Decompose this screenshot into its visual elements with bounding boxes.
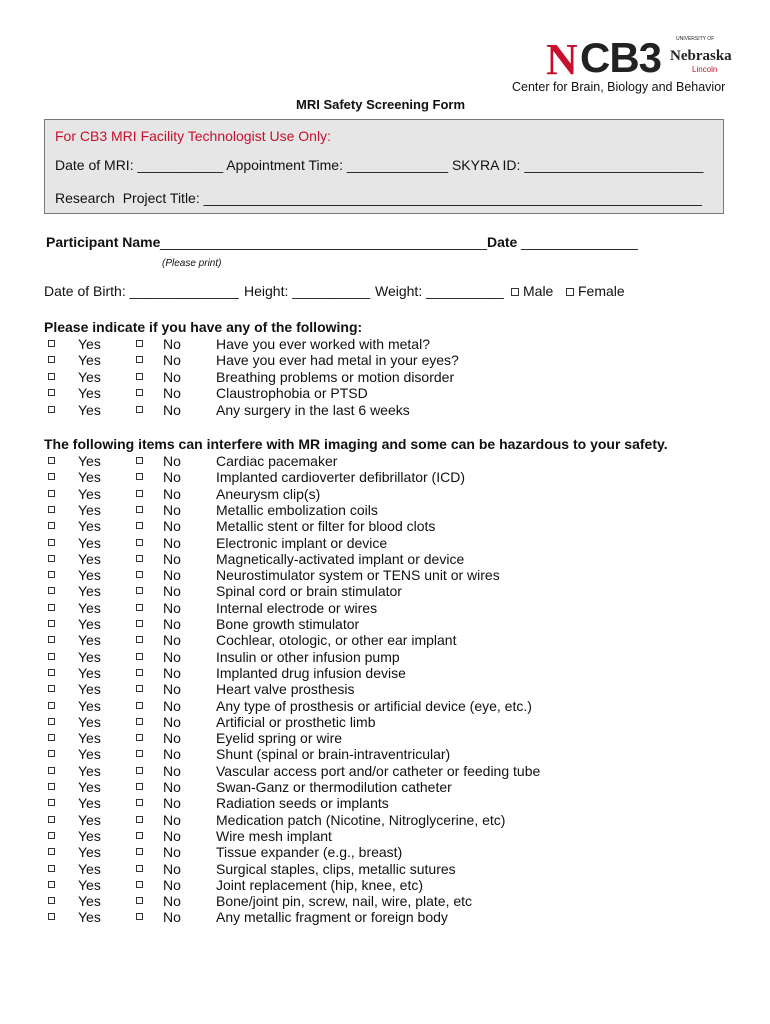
date-field[interactable]: _______________ bbox=[521, 234, 638, 250]
no-checkbox[interactable] bbox=[136, 718, 143, 725]
technologist-box bbox=[44, 119, 724, 214]
yes-label: Yes bbox=[78, 713, 101, 730]
yes-checkbox[interactable] bbox=[48, 539, 55, 546]
question-row bbox=[48, 616, 698, 632]
yes-label: Yes bbox=[78, 648, 101, 665]
yes-label: Yes bbox=[78, 567, 101, 584]
no-checkbox[interactable] bbox=[136, 473, 143, 480]
question-text: Metallic stent or filter for blood clots bbox=[216, 518, 436, 535]
no-label: No bbox=[163, 599, 181, 616]
yes-label: Yes bbox=[78, 385, 101, 402]
yes-label: Yes bbox=[78, 762, 101, 779]
yes-label: Yes bbox=[78, 844, 101, 861]
no-checkbox[interactable] bbox=[136, 816, 143, 823]
question-text: Wire mesh implant bbox=[216, 827, 332, 844]
yes-label: Yes bbox=[78, 795, 101, 812]
no-label: No bbox=[163, 664, 181, 681]
question-text: Tissue expander (e.g., breast) bbox=[216, 844, 403, 861]
question-row bbox=[48, 681, 698, 697]
question-row bbox=[48, 369, 698, 385]
no-checkbox[interactable] bbox=[136, 734, 143, 741]
question-row bbox=[48, 795, 698, 811]
question-row bbox=[48, 698, 698, 714]
yes-checkbox[interactable] bbox=[48, 356, 55, 363]
logo-lincoln: Lincoln bbox=[692, 65, 718, 74]
yes-label: Yes bbox=[78, 779, 101, 795]
yes-checkbox[interactable] bbox=[48, 750, 55, 757]
yes-checkbox[interactable] bbox=[48, 702, 55, 709]
no-checkbox[interactable] bbox=[136, 604, 143, 611]
yes-checkbox[interactable] bbox=[48, 490, 55, 497]
no-checkbox[interactable] bbox=[136, 539, 143, 546]
question-text: Neurostimulator system or TENS unit or wires bbox=[216, 567, 500, 584]
no-checkbox[interactable] bbox=[136, 620, 143, 627]
no-label: No bbox=[163, 876, 181, 893]
female-label: Female bbox=[578, 283, 625, 299]
yes-checkbox[interactable] bbox=[48, 653, 55, 660]
yes-label: Yes bbox=[78, 352, 101, 369]
yes-label: Yes bbox=[78, 599, 101, 616]
yes-label: Yes bbox=[78, 401, 101, 418]
no-checkbox[interactable] bbox=[136, 897, 143, 904]
question-text: Insulin or other infusion pump bbox=[216, 648, 400, 665]
no-checkbox[interactable] bbox=[136, 848, 143, 855]
yes-checkbox[interactable] bbox=[48, 816, 55, 823]
question-text: Bone/joint pin, screw, nail, wire, plate, etc bbox=[216, 893, 473, 910]
question-text: Any metallic fragment or foreign body bbox=[216, 909, 448, 926]
no-checkbox[interactable] bbox=[136, 389, 143, 396]
question-row bbox=[48, 812, 698, 828]
yes-label: Yes bbox=[78, 827, 101, 844]
question-row bbox=[48, 730, 698, 746]
yes-label: Yes bbox=[78, 632, 101, 649]
male-label: Male bbox=[523, 283, 554, 299]
no-label: No bbox=[163, 893, 181, 910]
yes-checkbox[interactable] bbox=[48, 406, 55, 413]
no-checkbox[interactable] bbox=[136, 750, 143, 757]
yes-label: Yes bbox=[78, 518, 101, 535]
yes-checkbox[interactable] bbox=[48, 587, 55, 594]
yes-label: Yes bbox=[78, 811, 101, 828]
no-checkbox[interactable] bbox=[136, 522, 143, 529]
yes-checkbox[interactable] bbox=[48, 373, 55, 380]
technologist-heading: For CB3 MRI Facility Technologist Use Only: bbox=[55, 128, 331, 144]
yes-label: Yes bbox=[78, 697, 101, 714]
no-label: No bbox=[163, 779, 181, 795]
question-text: Eyelid spring or wire bbox=[216, 730, 343, 747]
yes-checkbox[interactable] bbox=[48, 848, 55, 855]
yes-checkbox[interactable] bbox=[48, 457, 55, 464]
no-label: No bbox=[163, 713, 181, 730]
yes-label: Yes bbox=[78, 453, 101, 469]
question-row bbox=[48, 518, 698, 534]
no-label: No bbox=[163, 567, 181, 584]
research-title-line[interactable]: Research Project Title: ________________________________________________________________ bbox=[55, 190, 702, 206]
section1-heading: Please indicate if you have any of the following: bbox=[44, 319, 363, 335]
question-text: Claustrophobia or PTSD bbox=[216, 385, 368, 402]
yes-checkbox[interactable] bbox=[48, 718, 55, 725]
no-label: No bbox=[163, 795, 181, 812]
yes-checkbox[interactable] bbox=[48, 340, 55, 347]
question-text: Artificial or prosthetic limb bbox=[216, 713, 376, 730]
question-row bbox=[48, 385, 698, 401]
question-text: Swan-Ganz or thermodilution catheter bbox=[216, 779, 452, 795]
no-label: No bbox=[163, 336, 181, 352]
please-print-note: (Please print) bbox=[162, 258, 222, 269]
logo-university: UNIVERSITY OF bbox=[676, 36, 715, 42]
no-checkbox[interactable] bbox=[136, 913, 143, 920]
logo-cb3: CB3 bbox=[580, 34, 662, 81]
question-row bbox=[48, 336, 698, 352]
question-row bbox=[48, 909, 698, 925]
section2-heading: The following items can interfere with MR imaging and some can be hazardous to your safety. bbox=[44, 436, 668, 452]
center-name: Center for Brain, Biology and Behavior bbox=[512, 80, 726, 94]
yes-checkbox[interactable] bbox=[48, 473, 55, 480]
no-checkbox[interactable] bbox=[136, 587, 143, 594]
female-option[interactable] bbox=[566, 283, 625, 299]
question-text: Joint replacement (hip, knee, etc) bbox=[216, 876, 423, 893]
no-label: No bbox=[163, 681, 181, 698]
question-text: Vascular access port and/or catheter or feeding tube bbox=[216, 762, 541, 779]
question-text: Surgical staples, clips, metallic sutures bbox=[216, 860, 456, 877]
question-text: Any surgery in the last 6 weeks bbox=[216, 401, 410, 418]
male-option[interactable] bbox=[511, 283, 553, 299]
date-label: Date bbox=[487, 234, 518, 250]
cb3-logo bbox=[544, 34, 732, 84]
no-label: No bbox=[163, 401, 181, 418]
no-label: No bbox=[163, 648, 181, 665]
no-checkbox[interactable] bbox=[136, 555, 143, 562]
question-text: Magnetically-activated implant or device bbox=[216, 550, 465, 567]
mri-details-line[interactable]: Date of MRI: ___________ Appointment Time: _____________ SKYRA ID: _______________________ bbox=[55, 157, 704, 173]
yes-checkbox[interactable] bbox=[48, 734, 55, 741]
yes-checkbox[interactable] bbox=[48, 832, 55, 839]
question-text: Implanted drug infusion devise bbox=[216, 664, 406, 681]
yes-label: Yes bbox=[78, 616, 101, 632]
question-row bbox=[48, 828, 698, 844]
question-text: Have you ever had metal in your eyes? bbox=[216, 352, 459, 369]
yes-label: Yes bbox=[78, 534, 101, 551]
no-checkbox[interactable] bbox=[136, 653, 143, 660]
no-checkbox[interactable] bbox=[136, 865, 143, 872]
no-label: No bbox=[163, 501, 181, 518]
question-row bbox=[48, 402, 698, 418]
question-row bbox=[48, 746, 698, 762]
no-checkbox[interactable] bbox=[136, 457, 143, 464]
no-label: No bbox=[163, 550, 181, 567]
question-row bbox=[48, 714, 698, 730]
yes-checkbox[interactable] bbox=[48, 881, 55, 888]
question-row bbox=[48, 649, 698, 665]
no-label: No bbox=[163, 368, 181, 385]
no-label: No bbox=[163, 485, 181, 502]
question-text: Metallic embolization coils bbox=[216, 501, 378, 518]
question-row bbox=[48, 583, 698, 599]
no-checkbox[interactable] bbox=[136, 506, 143, 513]
question-text: Cochlear, otologic, or other ear implant bbox=[216, 632, 457, 649]
no-checkbox[interactable] bbox=[136, 373, 143, 380]
question-text: Have you ever worked with metal? bbox=[216, 336, 430, 352]
no-label: No bbox=[163, 453, 181, 469]
question-row bbox=[48, 844, 698, 860]
no-label: No bbox=[163, 844, 181, 861]
yes-checkbox[interactable] bbox=[48, 669, 55, 676]
yes-label: Yes bbox=[78, 876, 101, 893]
question-row bbox=[48, 600, 698, 616]
no-checkbox[interactable] bbox=[136, 406, 143, 413]
question-text: Spinal cord or brain stimulator bbox=[216, 583, 402, 600]
yes-checkbox[interactable] bbox=[48, 767, 55, 774]
yes-checkbox[interactable] bbox=[48, 865, 55, 872]
no-label: No bbox=[163, 583, 181, 600]
yes-checkbox[interactable] bbox=[48, 555, 55, 562]
logo-letter-n: N bbox=[546, 35, 576, 84]
no-label: No bbox=[163, 469, 181, 486]
yes-label: Yes bbox=[78, 485, 101, 502]
yes-checkbox[interactable] bbox=[48, 506, 55, 513]
question-text: Aneurysm clip(s) bbox=[216, 485, 321, 502]
yes-label: Yes bbox=[78, 893, 101, 910]
yes-checkbox[interactable] bbox=[48, 799, 55, 806]
no-checkbox[interactable] bbox=[136, 832, 143, 839]
yes-checkbox[interactable] bbox=[48, 571, 55, 578]
yes-checkbox[interactable] bbox=[48, 620, 55, 627]
no-checkbox[interactable] bbox=[136, 702, 143, 709]
date-of-birth-field[interactable]: Date of Birth: ______________ bbox=[44, 283, 239, 299]
no-checkbox[interactable] bbox=[136, 636, 143, 643]
yes-label: Yes bbox=[78, 730, 101, 747]
question-row bbox=[48, 893, 698, 909]
yes-label: Yes bbox=[78, 664, 101, 681]
yes-checkbox[interactable] bbox=[48, 636, 55, 643]
height-field[interactable]: Height: __________ bbox=[244, 283, 371, 299]
no-label: No bbox=[163, 616, 181, 632]
question-row bbox=[48, 453, 698, 469]
no-label: No bbox=[163, 827, 181, 844]
no-checkbox[interactable] bbox=[136, 767, 143, 774]
question-text: Shunt (spinal or brain-intraventricular) bbox=[216, 746, 451, 763]
form-title: MRI Safety Screening Form bbox=[296, 97, 466, 112]
question-row bbox=[48, 502, 698, 518]
question-text: Heart valve prosthesis bbox=[216, 681, 355, 698]
male-checkbox[interactable] bbox=[511, 288, 519, 296]
no-checkbox[interactable] bbox=[136, 571, 143, 578]
yes-label: Yes bbox=[78, 909, 101, 926]
question-text: Bone growth stimulator bbox=[216, 616, 360, 632]
question-text: Implanted cardioverter defibrillator (ICD) bbox=[216, 469, 465, 486]
no-checkbox[interactable] bbox=[136, 340, 143, 347]
no-label: No bbox=[163, 518, 181, 535]
participant-name-field[interactable]: __________________________________________ bbox=[160, 234, 488, 250]
question-text: Any type of prosthesis or artificial device (eye, etc.) bbox=[216, 697, 532, 714]
yes-label: Yes bbox=[78, 583, 101, 600]
no-label: No bbox=[163, 697, 181, 714]
yes-checkbox[interactable] bbox=[48, 389, 55, 396]
weight-field[interactable]: Weight: __________ bbox=[375, 283, 504, 299]
yes-checkbox[interactable] bbox=[48, 897, 55, 904]
yes-checkbox[interactable] bbox=[48, 522, 55, 529]
female-checkbox[interactable] bbox=[566, 288, 574, 296]
question-text: Electronic implant or device bbox=[216, 534, 388, 551]
no-checkbox[interactable] bbox=[136, 881, 143, 888]
no-checkbox[interactable] bbox=[136, 356, 143, 363]
no-checkbox[interactable] bbox=[136, 669, 143, 676]
yes-label: Yes bbox=[78, 550, 101, 567]
logo-nebraska: Nebraska bbox=[670, 48, 732, 64]
question-row bbox=[48, 632, 698, 648]
yes-label: Yes bbox=[78, 336, 101, 352]
yes-checkbox[interactable] bbox=[48, 783, 55, 790]
yes-label: Yes bbox=[78, 501, 101, 518]
question-row bbox=[48, 877, 698, 893]
question-row bbox=[48, 352, 698, 368]
question-row bbox=[48, 861, 698, 877]
question-text: Medication patch (Nicotine, Nitroglycerine, etc) bbox=[216, 811, 506, 828]
yes-checkbox[interactable] bbox=[48, 913, 55, 920]
no-label: No bbox=[163, 762, 181, 779]
no-label: No bbox=[163, 730, 181, 747]
no-label: No bbox=[163, 746, 181, 763]
yes-label: Yes bbox=[78, 681, 101, 698]
yes-label: Yes bbox=[78, 746, 101, 763]
question-row bbox=[48, 535, 698, 551]
no-label: No bbox=[163, 385, 181, 402]
yes-label: Yes bbox=[78, 368, 101, 385]
yes-label: Yes bbox=[78, 860, 101, 877]
no-label: No bbox=[163, 811, 181, 828]
no-label: No bbox=[163, 352, 181, 369]
participant-name-label: Participant Name bbox=[46, 234, 161, 250]
question-text: Cardiac pacemaker bbox=[216, 453, 338, 469]
question-row bbox=[48, 567, 698, 583]
question-row bbox=[48, 469, 698, 485]
question-row bbox=[48, 665, 698, 681]
no-checkbox[interactable] bbox=[136, 490, 143, 497]
question-row bbox=[48, 779, 698, 795]
no-checkbox[interactable] bbox=[136, 783, 143, 790]
question-row bbox=[48, 486, 698, 502]
question-text: Radiation seeds or implants bbox=[216, 795, 389, 812]
no-checkbox[interactable] bbox=[136, 799, 143, 806]
no-label: No bbox=[163, 534, 181, 551]
question-row bbox=[48, 763, 698, 779]
yes-checkbox[interactable] bbox=[48, 604, 55, 611]
question-row bbox=[48, 551, 698, 567]
no-label: No bbox=[163, 860, 181, 877]
no-checkbox[interactable] bbox=[136, 685, 143, 692]
yes-label: Yes bbox=[78, 469, 101, 486]
no-label: No bbox=[163, 632, 181, 649]
yes-checkbox[interactable] bbox=[48, 685, 55, 692]
question-text: Breathing problems or motion disorder bbox=[216, 368, 455, 385]
question-text: Internal electrode or wires bbox=[216, 599, 378, 616]
no-label: No bbox=[163, 909, 181, 926]
